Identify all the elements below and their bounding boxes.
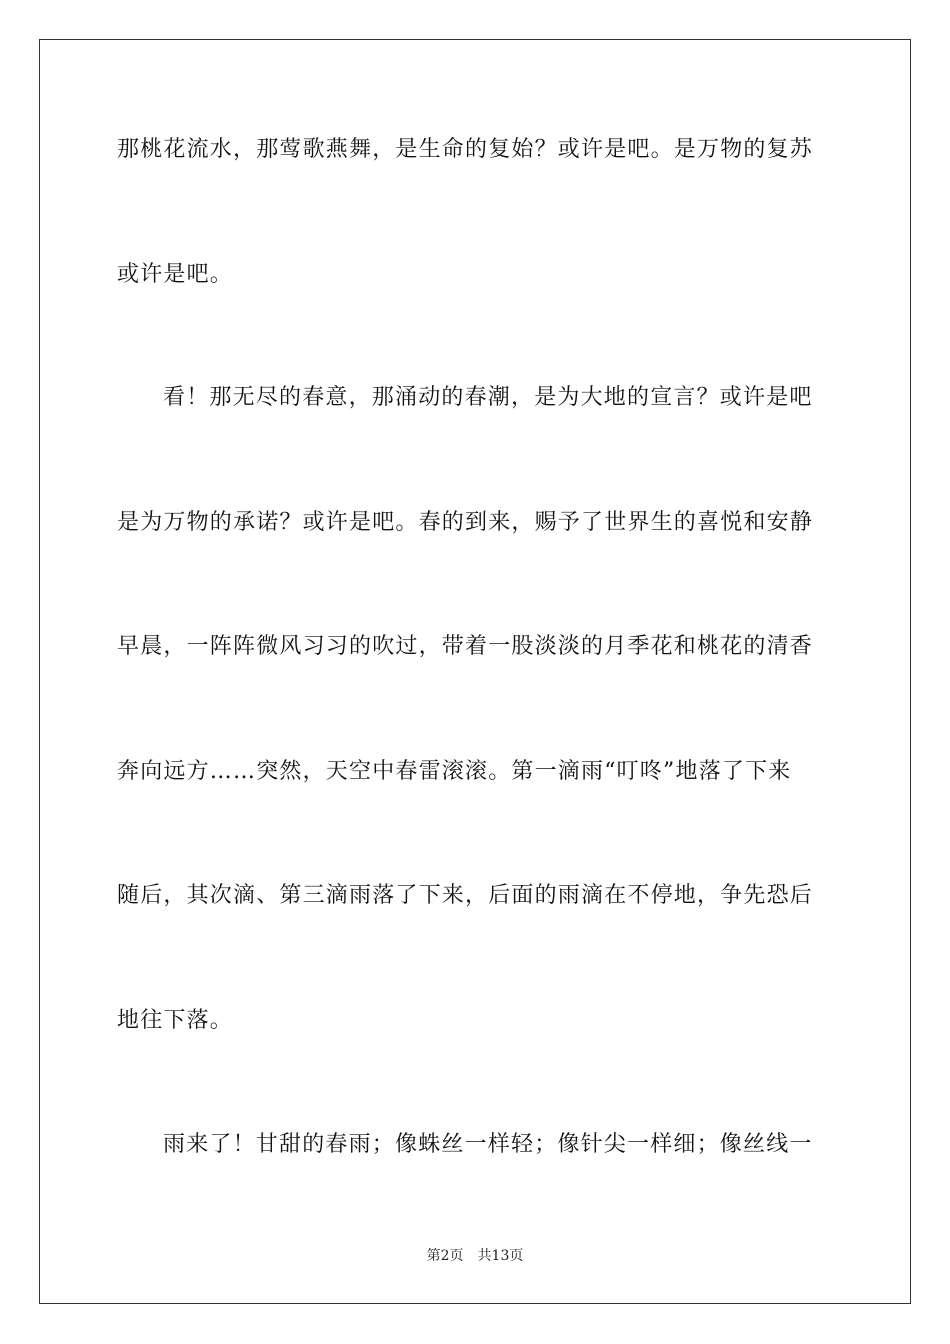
- page-footer: [0, 1246, 950, 1266]
- text-line-7: 随后，其次滴、第三滴雨落了下来，后面的雨滴在不停地，争先恐后: [117, 883, 814, 908]
- text-line-1: 那桃花流水，那莺歌燕舞，是生命的复始？或许是吧。是万物的复苏: [117, 137, 814, 162]
- text-line-6: 奔向远方……突然，天空中春雷滚滚。第一滴雨“叮咚”地落了下来: [117, 759, 792, 784]
- page-number: 第2页: [426, 1248, 464, 1264]
- text-line-8: 地往下落。: [117, 1008, 234, 1033]
- text-line-3: 看！那无尽的春意，那涌动的春潮，是为大地的宣言？或许是吧: [163, 385, 813, 410]
- text-line-4: 是为万物的承诺？或许是吧。春的到来，赐予了世界生的喜悦和安静: [117, 510, 814, 535]
- text-line-2: 或许是吧。: [117, 262, 234, 287]
- text-line-9: 雨来了！甘甜的春雨；像蛛丝一样轻；像针尖一样细；像丝线一: [163, 1132, 813, 1157]
- page-total: 共13页: [477, 1248, 524, 1264]
- page-border: [39, 39, 911, 1304]
- text-line-5: 早晨，一阵阵微风习习的吹过，带着一股淡淡的月季花和桃花的清香: [117, 634, 814, 659]
